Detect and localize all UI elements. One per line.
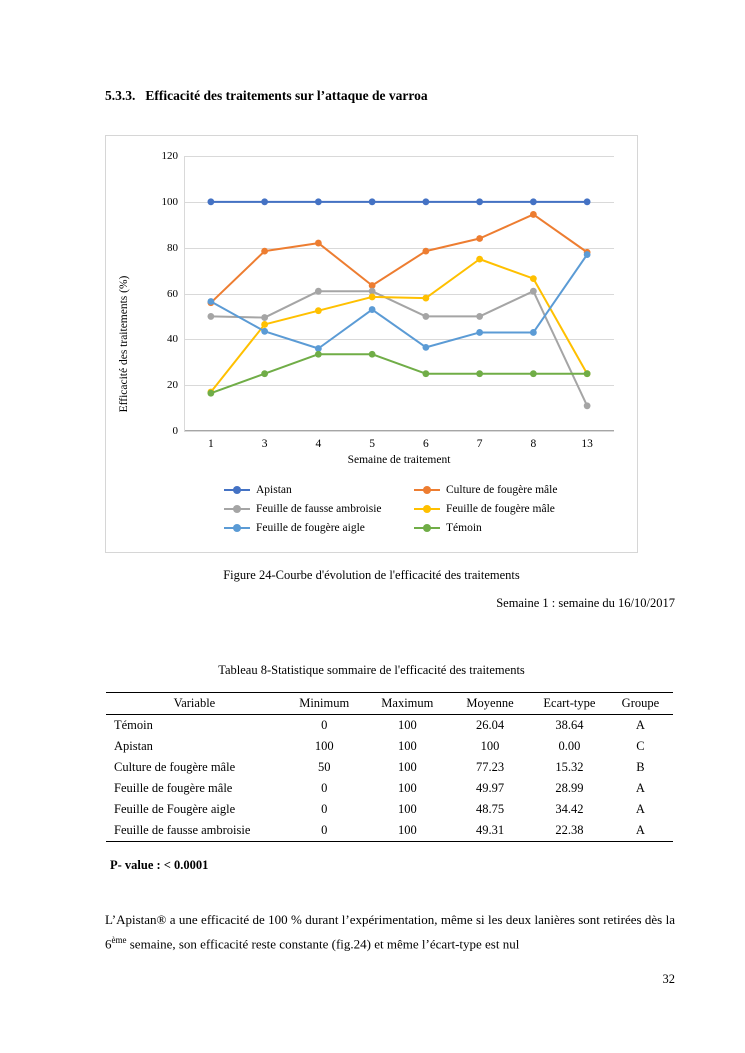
chart-data-point [530, 198, 537, 205]
paragraph-superscript: ème [111, 935, 127, 946]
table-cell-minimum: 50 [317, 760, 331, 774]
legend-label: Apistan [256, 484, 292, 496]
chart-plot-inner [161, 150, 614, 450]
chart-data-point [261, 321, 268, 328]
page-number: 32 [662, 972, 675, 986]
table-row [106, 778, 673, 799]
table-header-maximum: Maximum [366, 693, 449, 715]
body-paragraph [105, 908, 675, 956]
chart-data-point [315, 198, 322, 205]
chart-data-point [207, 390, 214, 397]
chart-data-point [584, 198, 591, 205]
chart-data-point [584, 370, 591, 377]
chart-data-point [261, 370, 268, 377]
figure-note: Semaine 1 : semaine du 16/10/2017 [496, 596, 675, 610]
paragraph-part-1: L’Apistan® a une efficacité de 100 % durant l’expérimentation, même si les deux lanières sont retirées dès la 6 [105, 912, 675, 952]
table-cell-moyenne: 26.04 [475, 718, 505, 732]
table-cell-variable: Feuille de fougère mâle [114, 781, 233, 795]
table-cell-maximum: 100 [397, 718, 417, 732]
legend-label: Feuille de fougère aigle [256, 522, 365, 534]
statistics-table [106, 692, 673, 842]
table-header-ecart-type: Ecart-type [531, 693, 608, 715]
table-cell-groupe: A [635, 802, 645, 816]
chart-data-point [315, 307, 322, 314]
table-cell-ecart-type: 15.32 [555, 760, 584, 774]
chart-data-point [261, 314, 268, 321]
table-cell-ecart-type: 22.38 [531, 820, 608, 842]
table-row [106, 799, 673, 820]
chart-data-point [422, 370, 429, 377]
table-header-row [106, 693, 673, 715]
chart-x-tick-label: 4 [315, 438, 322, 450]
table-cell-maximum: 100 [397, 760, 417, 774]
table-cell-minimum: 0 [321, 802, 328, 816]
table-cell-maximum: 100 [397, 781, 417, 795]
table-cell-minimum: 0 [321, 781, 328, 795]
chart-y-tick-label: 100 [161, 195, 178, 208]
section-heading [105, 88, 665, 104]
table-header-variable: Variable [106, 693, 283, 715]
table-cell-moyenne: 100 [480, 739, 500, 753]
table-cell-groupe: A [608, 820, 673, 842]
chart-data-point [261, 248, 268, 255]
table-cell-maximum: 100 [366, 820, 449, 842]
chart-data-point [530, 370, 537, 377]
chart-data-point [476, 198, 483, 205]
legend-marker-icon [414, 523, 440, 533]
chart-data-point [422, 248, 429, 255]
chart-data-point [584, 251, 591, 258]
section-title: Efficacité des traitements sur l’attaque de varroa [145, 88, 428, 103]
table-body [106, 715, 673, 842]
chart-data-point [261, 198, 268, 205]
table-cell-moyenne: 49.31 [449, 820, 531, 842]
table-cell-minimum: 100 [314, 739, 334, 753]
chart-data-point [422, 295, 429, 302]
legend-marker-icon [224, 485, 250, 495]
chart-y-tick-label: 80 [167, 241, 178, 254]
chart-x-tick-label: 3 [261, 438, 268, 450]
chart-data-point [530, 329, 537, 336]
chart-x-tick-label: 5 [369, 438, 375, 450]
table-cell-groupe: C [636, 739, 645, 753]
table-cell-ecart-type: 38.64 [555, 718, 584, 732]
chart-y-tick-label: 0 [172, 425, 178, 437]
legend-item-culture-de-foug-re-m-le[interactable] [414, 484, 614, 496]
table-cell-groupe: A [635, 781, 645, 795]
table-cell-moyenne: 49.97 [475, 781, 505, 795]
table-cell-maximum: 100 [397, 739, 417, 753]
chart-y-tick-label: 20 [167, 379, 178, 392]
chart-series-feuille-de-foug-re-aigle [207, 251, 590, 352]
table-cell-ecart-type: 28.99 [555, 781, 584, 795]
chart-data-point [476, 313, 483, 320]
chart-data-point [530, 275, 537, 282]
chart-y-axis-label: Efficacité des traitements (%) [118, 275, 130, 413]
table-header-minimum: Minimum [283, 693, 366, 715]
chart-y-tick-label: 120 [161, 150, 178, 162]
legend-item-t-moin[interactable] [414, 522, 614, 534]
table-cell-minimum: 0 [283, 820, 366, 842]
table-cell-maximum: 100 [397, 802, 417, 816]
chart-data-point [207, 313, 214, 320]
chart-data-point [476, 256, 483, 263]
legend-label: Feuille de fausse ambroisie [256, 503, 382, 515]
chart-x-tick-label: 1 [208, 438, 214, 450]
legend-item-feuille-de-foug-re-aigle[interactable] [224, 522, 414, 534]
chart-data-point [530, 288, 537, 295]
legend-marker-icon [414, 504, 440, 514]
chart-data-point [476, 329, 483, 336]
chart-legend [224, 484, 624, 534]
chart-x-tick-label: 6 [423, 438, 429, 450]
chart-data-point [369, 306, 376, 313]
table-cell-minimum: 0 [321, 718, 328, 732]
chart-data-point [530, 211, 537, 218]
table-row [106, 820, 673, 842]
chart-x-tick-label: 13 [581, 438, 593, 450]
legend-item-feuille-de-fausse-ambroisie[interactable] [224, 503, 414, 515]
chart-series-t-moin [207, 351, 590, 397]
legend-label: Feuille de fougère mâle [446, 503, 555, 515]
chart-data-point [422, 198, 429, 205]
chart-data-point [315, 351, 322, 358]
chart-data-point [207, 198, 214, 205]
chart-series-feuille-de-fausse-ambroisie [207, 288, 590, 409]
chart-data-point [207, 298, 214, 305]
chart-data-point [315, 288, 322, 295]
chart-x-tick-label: 8 [530, 438, 537, 450]
table-cell-variable: Feuille de Fougère aigle [114, 802, 236, 816]
legend-item-apistan[interactable] [224, 484, 414, 496]
legend-item-feuille-de-foug-re-m-le[interactable] [414, 503, 614, 515]
table-row [106, 736, 673, 757]
table-cell-groupe: B [636, 760, 645, 774]
table-cell-moyenne: 48.75 [475, 802, 505, 816]
chart-data-point [476, 370, 483, 377]
legend-label: Témoin [446, 522, 482, 534]
chart-data-point [315, 240, 322, 247]
table-cell-variable: Culture de fougère mâle [114, 760, 236, 774]
legend-label: Culture de fougère mâle [446, 484, 558, 496]
chart-data-point [369, 351, 376, 358]
chart-data-point [422, 313, 429, 320]
paragraph-part-2: semaine, son efficacité reste constante (fig.24) et même l’écart-type est nul [126, 936, 520, 952]
chart-gridline [184, 431, 614, 432]
chart-x-axis-label: Semaine de traitement [347, 454, 451, 466]
chart-data-point [369, 294, 376, 301]
table-header-moyenne: Moyenne [449, 693, 531, 715]
chart-container [105, 135, 638, 553]
legend-marker-icon [414, 485, 440, 495]
chart-data-point [422, 344, 429, 351]
chart-data-point [584, 402, 591, 409]
table-header-groupe: Groupe [608, 693, 673, 715]
chart-y-tick-label: 40 [167, 333, 178, 346]
table-cell-moyenne: 77.23 [475, 760, 505, 774]
table-cell-variable: Feuille de fausse ambroisie [106, 820, 283, 842]
table-cell-ecart-type: 0.00 [558, 739, 581, 753]
chart-series-apistan [207, 198, 590, 205]
chart-x-tick-label: 7 [476, 438, 483, 450]
table-row [106, 715, 673, 737]
chart-data-point [261, 328, 268, 335]
legend-marker-icon [224, 523, 250, 533]
table-row [106, 757, 673, 778]
table-caption: Tableau 8-Statistique sommaire de l'efficacité des traitements [218, 663, 525, 677]
chart-plot-area [161, 150, 614, 450]
chart-data-point [369, 198, 376, 205]
section-number: 5.3.3. [105, 88, 136, 103]
legend-marker-icon [224, 504, 250, 514]
chart-series-layer [184, 156, 614, 431]
p-value-text: P- value : < 0.0001 [110, 858, 209, 872]
table-header [106, 693, 673, 715]
table-cell-ecart-type: 34.42 [555, 802, 584, 816]
chart-y-tick-label: 60 [167, 287, 178, 300]
chart-data-point [476, 235, 483, 242]
table-cell-variable: Apistan [114, 739, 153, 753]
figure-caption: Figure 24-Courbe d'évolution de l'efficacité des traitements [223, 568, 520, 582]
table-cell-groupe: A [635, 718, 645, 732]
table-cell-variable: Témoin [114, 718, 153, 732]
